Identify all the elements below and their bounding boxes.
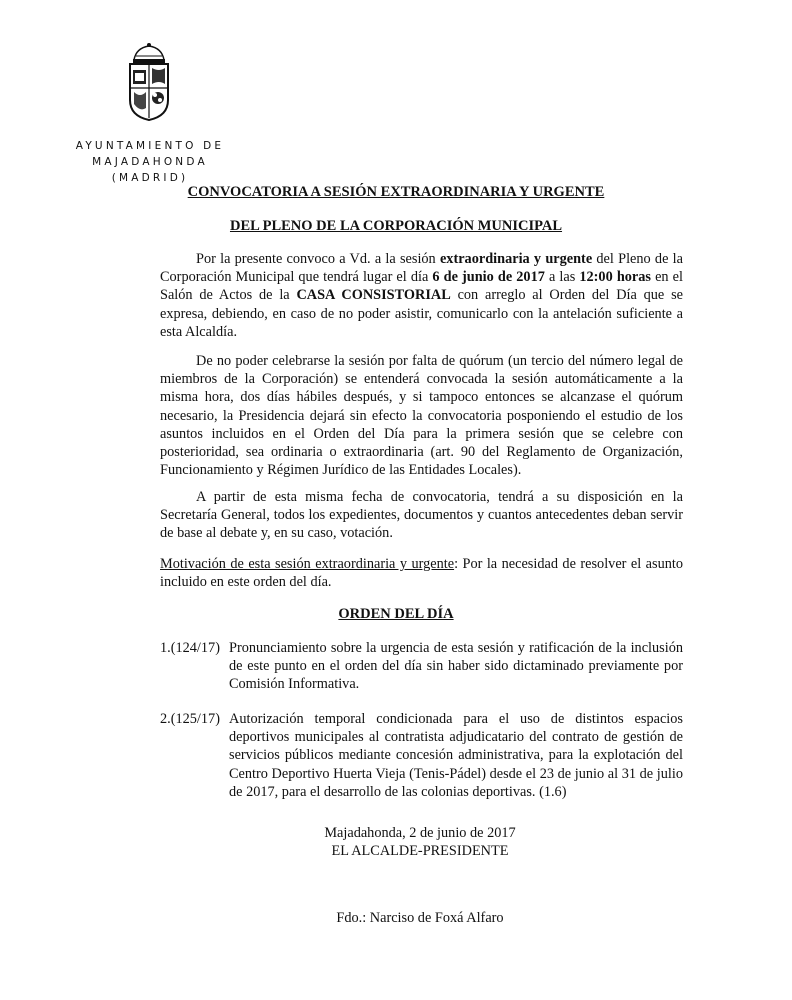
place-date: Majadahonda, 2 de junio de 2017 — [324, 825, 516, 841]
document-title: CONVOCATORIA A SESIÓN EXTRAORDINARIA Y URGENTE — [187, 184, 605, 200]
org-line-1: AYUNTAMIENTO DE — [75, 140, 225, 152]
paragraph-motivation: Motivación de esta sesión extraordinaria y urgente: Por la necesidad de resolver el asunto incluido en este orden del día. — [160, 556, 683, 591]
org-line-3: (MADRID) — [111, 172, 189, 184]
agenda-item-number: 2.(125/17) — [160, 711, 220, 727]
agenda-item-text: Pronunciamiento sobre la urgencia de esta sesión y ratificación de la inclusión de este punto en el orden del día sin haber sido dictaminado previamente por Comisión Informativa. — [229, 640, 683, 693]
paragraph-quorum: De no poder celebrarse la sesión por falta de quórum (un tercio del número legal de miembros de la Corporación) se entenderá convocada la sesión automáticamente a la misma hora, dos días hábiles después, y si tampoco entonces se alcanzase el quórum necesario, la Presidencia dejará sin efecto la convocatoria posponiendo el estudio de los asuntos incluidos en el Orden del Día para la primera sesión que se celebre con posterioridad, sea ordinaria o extraordinaria (art. 90 del Reglamento de Organización, Funcionamiento y Régimen Jurídico de las Entidades Locales). — [160, 353, 683, 479]
municipality-header — [66, 138, 234, 186]
agenda-item-number: 1.(124/17) — [160, 640, 220, 656]
agenda-title: ORDEN DEL DÍA — [338, 606, 454, 622]
agenda-item-text: Autorización temporal condicionada para el uso de distintos espacios deportivos municipales al contratista adjudicatario del contrato de gestión de servicios públicos mediante concesión administrativa, para la explotación del Centro Deportivo Huerta Vieja (Tenis-Pádel) desde el 23 de junio al 31 de julio de 2017, para el desarrollo de las colonias deportivas. (1.6) — [229, 711, 683, 800]
paragraph-convocation: Por la presente convoco a Vd. a la sesión extraordinaria y urgente del Pleno de la Corporación Municipal que tendrá lugar el día 6 de junio de 2017 a las 12:00 horas en el Salón de Actos de la CASA CONSISTORIAL con arreglo al Orden del Día que se expresa, debiendo, en caso de no poder asistir, comunicarlo con la antelación suficiente a esta Alcaldía. — [160, 251, 683, 340]
signer-role: EL ALCALDE-PRESIDENTE — [331, 843, 509, 859]
paragraph-documents: A partir de esta misma fecha de convocatoria, tendrá a su disposición en la Secretaría General, todos los expedientes, documentos y cuantos antecedentes deban servir de base al debate y, en su caso, votación. — [160, 489, 683, 542]
document-subtitle: DEL PLENO DE LA CORPORACIÓN MUNICIPAL — [229, 218, 563, 234]
motivation-label: Motivación de esta sesión extraordinaria y urgente — [160, 556, 455, 572]
agenda-item — [160, 639, 683, 694]
org-line-2: MAJADAHONDA — [92, 156, 208, 168]
signature: Fdo.: Narciso de Foxá Alfaro — [336, 910, 504, 926]
coat-of-arms-icon — [124, 42, 174, 122]
agenda-item — [160, 710, 683, 801]
